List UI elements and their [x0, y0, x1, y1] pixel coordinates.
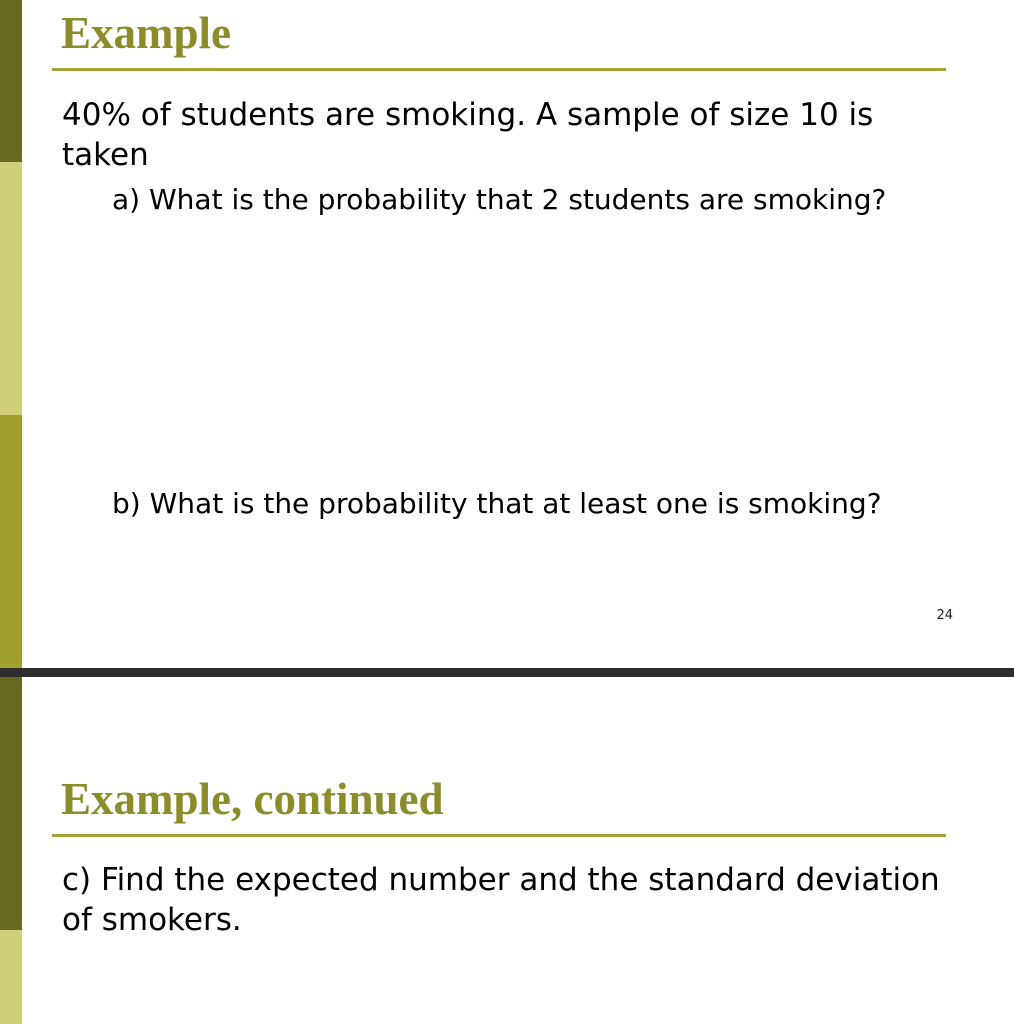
accent-stripe-light — [0, 162, 22, 415]
accent-stripe-dark — [0, 0, 22, 162]
accent-stripe-dark — [0, 677, 22, 930]
accent-stripe-mid — [0, 415, 22, 668]
question-c: c) Find the expected number and the standard deviation of smokers. — [62, 862, 940, 938]
question-b: b) What is the probability that at least one is smoking? — [112, 487, 882, 520]
question-a: a) What is the probability that 2 students are smoking? — [112, 183, 887, 216]
accent-stripe-light — [0, 930, 22, 1024]
page-number: 24 — [936, 608, 953, 623]
problem-statement: 40% of students are smoking. A sample of size 10 is taken — [62, 97, 874, 173]
slide-title: Example — [61, 8, 232, 58]
slide-25 — [0, 677, 1014, 1024]
slide-title: Example, continued — [61, 774, 444, 824]
title-underline — [52, 834, 946, 837]
title-underline — [52, 68, 946, 71]
slide-divider — [0, 668, 1014, 677]
